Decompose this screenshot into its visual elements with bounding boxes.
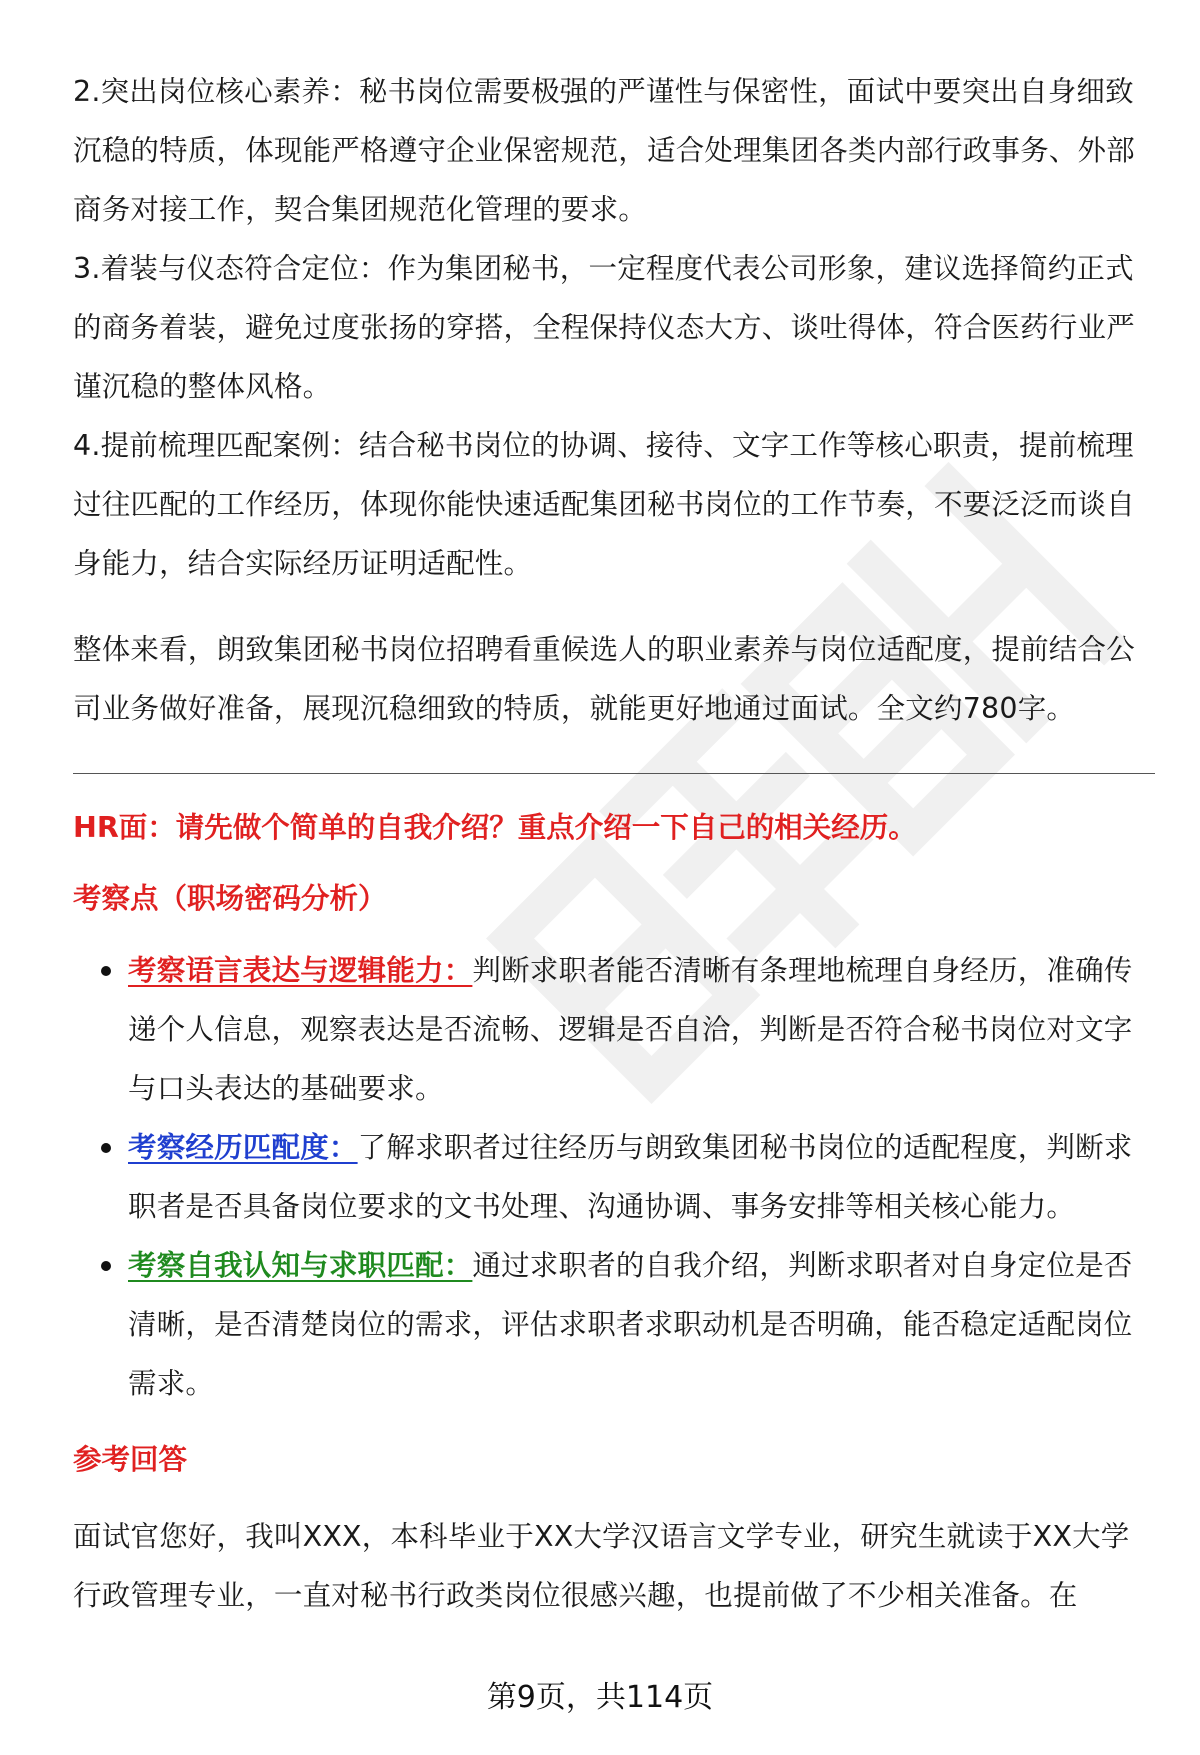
assessment-point bbox=[73, 941, 1153, 1118]
bullet-dot-icon bbox=[101, 1143, 111, 1153]
assessment-points-list bbox=[73, 941, 1153, 1413]
assessment-point-text: 判断求职者能否清晰有条理地梳理自身经历，准确传递个人信息，观察表达是否流畅、逻辑是否自洽，判断是否符合秘书岗位对文字与口头表达的基础要求。 bbox=[128, 954, 1133, 1105]
interview-question: HR面：请先做个简单的自我介绍？重点介绍一下自己的相关经历。 bbox=[73, 811, 917, 844]
assessment-point-text: 通过求职者的自我介绍，判断求职者对自身定位是否清晰，是否清楚岗位的需求，评估求职者求职动机是否明确，能否稳定适配岗位需求。 bbox=[128, 1249, 1133, 1400]
assessment-point-lead: 考察经历匹配度： bbox=[128, 1131, 358, 1164]
page-number-footer: 第9页，共114页 bbox=[486, 1680, 714, 1715]
assessment-point-lead: 考察语言表达与逻辑能力： bbox=[128, 954, 473, 987]
assessment-point-lead: 考察自我认知与求职匹配： bbox=[128, 1249, 473, 1282]
assessment-point bbox=[73, 1118, 1153, 1236]
tip-paragraph-3: 3.着装与仪态符合定位：作为集团秘书，一定程度代表公司形象，建议选择简约正式的商务着装，避免过度张扬的穿搭，全程保持仪态大方、谈吐得体，符合医药行业严谨沉稳的整体风格。 bbox=[73, 252, 1135, 403]
bullet-dot-icon bbox=[101, 966, 111, 976]
reference-answer-heading: 参考回答 bbox=[73, 1443, 188, 1476]
tip-paragraph-2: 2.突出岗位核心素养：秘书岗位需要极强的严谨性与保密性，面试中要突出自身细致沉稳的特质，体现能严格遵守企业保密规范，适合处理集团各类内部行政事务、外部商务对接工作，契合集团规范化管理的要求。 bbox=[73, 75, 1135, 226]
bullet-dot-icon bbox=[101, 1261, 111, 1271]
summary-paragraph: 整体来看，朗致集团秘书岗位招聘看重候选人的职业素养与岗位适配度，提前结合公司业务做好准备，展现沉稳细致的特质，就能更好地通过面试。全文约780字。 bbox=[73, 633, 1135, 725]
assessment-point bbox=[73, 1236, 1153, 1413]
points-heading: 考察点（职场密码分析） bbox=[73, 882, 387, 915]
section-divider bbox=[73, 773, 1155, 774]
document-body bbox=[73, 62, 1153, 1625]
tip-paragraph-4: 4.提前梳理匹配案例：结合秘书岗位的协调、接待、文字工作等核心职责，提前梳理过往匹配的工作经历，体现你能快速适配集团秘书岗位的工作节奏，不要泛泛而谈自身能力，结合实际经历证明适配性。 bbox=[73, 429, 1135, 580]
reference-answer-text: 面试官您好，我叫XXX，本科毕业于XX大学汉语言文学专业，研究生就读于XX大学行政管理专业，一直对秘书行政类岗位很感兴趣，也提前做了不少相关准备。在 bbox=[73, 1520, 1130, 1612]
assessment-point-text: 了解求职者过往经历与朗致集团秘书岗位的适配程度，判断求职者是否具备岗位要求的文书处理、沟通协调、事务安排等相关核心能力。 bbox=[128, 1131, 1133, 1223]
